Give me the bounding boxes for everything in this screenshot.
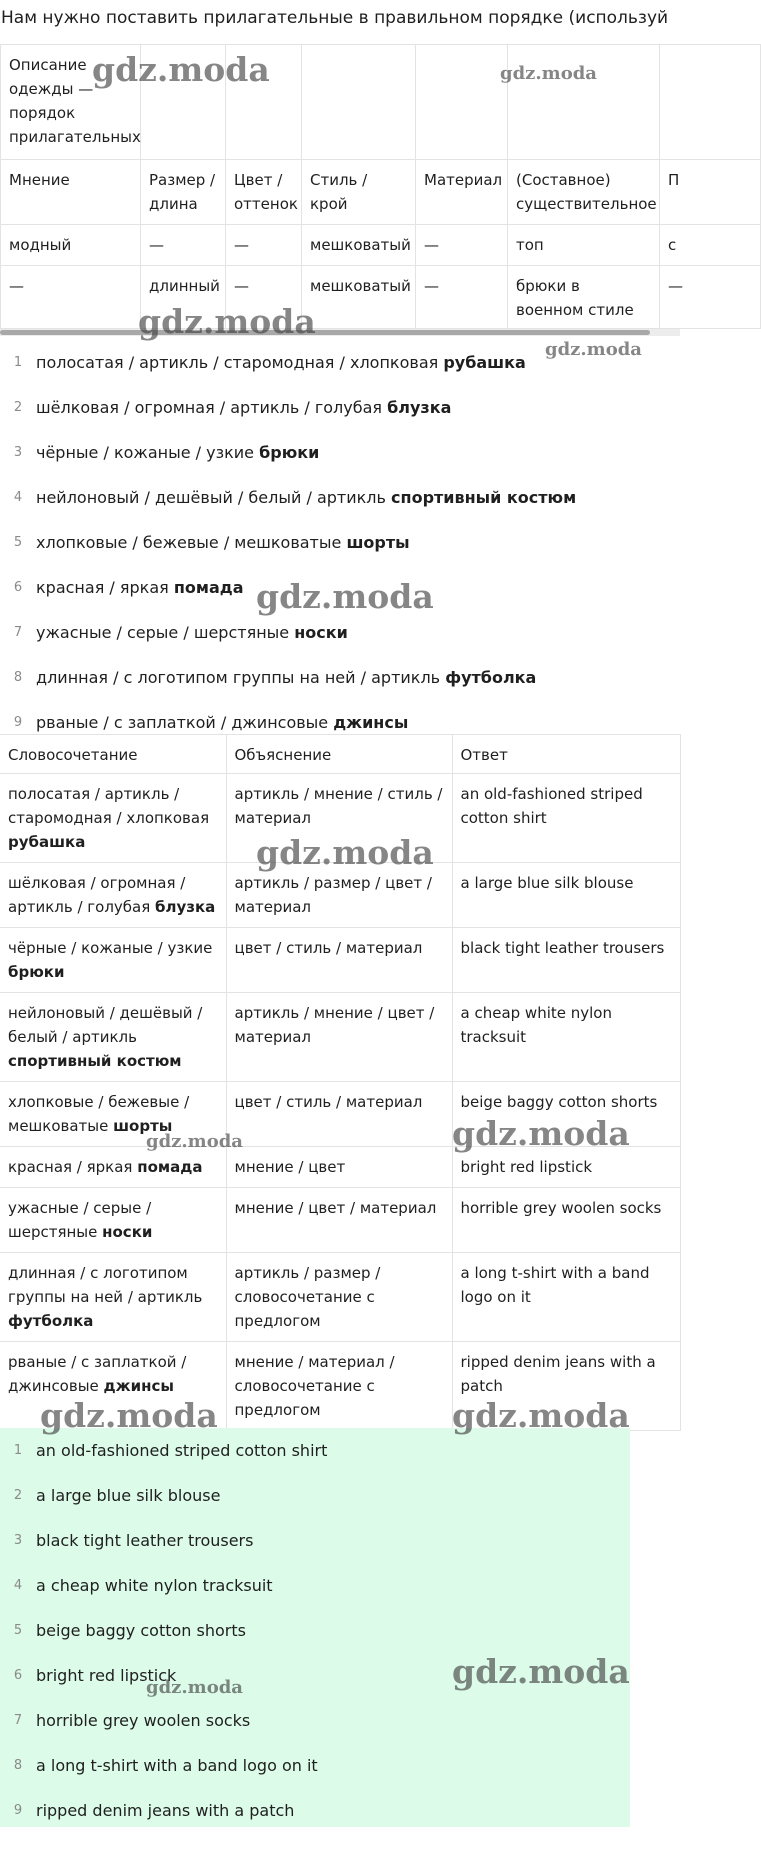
item-text: нейлоновый / дешёвый / белый / артикль [36, 487, 392, 507]
table-cell: длинный [141, 266, 226, 329]
intro-text: Нам нужно поставить прилагательные в правильном порядке (используй [1, 8, 669, 28]
answer-text: a long t-shirt with a band logo on it [36, 1755, 318, 1775]
phrase-noun: спортивный костюм [8, 1052, 182, 1070]
table-header-cell: Словосочетание [0, 735, 226, 774]
table-cell: — [226, 266, 302, 329]
table-cell: — [660, 266, 761, 329]
explanation-cell: артикль / мнение / цвет / материал [226, 993, 452, 1082]
item-text: длинная / с логотипом группы на ней / артикль [36, 667, 446, 687]
phrase-text: шёлковая / огромная / артикль / голубая [8, 874, 186, 916]
item-text: ужасные / серые / шерстяные [36, 622, 295, 642]
table-row [0, 993, 680, 1082]
phrase-noun: блузка [155, 898, 216, 916]
watermark: gdz.moda [146, 1677, 243, 1698]
list-item [0, 565, 680, 610]
table-column-label: Стиль / крой [302, 160, 416, 225]
item-text: полосатая / артикль / старомодная / хлопковая [36, 352, 444, 372]
solution-table-container [0, 734, 680, 1431]
table-row [1, 225, 761, 266]
phrase-text: нейлоновый / дешёвый / белый / артикль [8, 1004, 203, 1046]
table-cell: топ [508, 225, 660, 266]
answer-cell: an old-fashioned striped cotton shirt [452, 774, 680, 863]
watermark: gdz.moda [500, 63, 597, 84]
watermark: gdz.moda [146, 1131, 243, 1152]
table-header-cell [141, 45, 226, 160]
answers-list [0, 1428, 630, 1827]
item-noun: носки [294, 622, 348, 642]
answer-text: horrible grey woolen socks [36, 1710, 251, 1730]
answer-cell: horrible grey woolen socks [452, 1188, 680, 1253]
answer-text: an old-fashioned striped cotton shirt [36, 1440, 328, 1460]
item-text: чёрные / кожаные / узкие [36, 442, 260, 462]
item-text: шёлковая / огромная / артикль / голубая [36, 397, 388, 417]
list-item [0, 475, 680, 520]
explanation-cell: артикль / мнение / стиль / материал [226, 774, 452, 863]
answer-cell: beige baggy cotton shorts [452, 1082, 680, 1147]
item-noun: джинсы [333, 712, 409, 732]
list-item [0, 430, 680, 475]
answer-cell: black tight leather trousers [452, 928, 680, 993]
explanation-cell: артикль / размер / словосочетание с предлогом [226, 1253, 452, 1342]
answer-text: ripped denim jeans with a patch [36, 1800, 295, 1820]
table-cell: — [1, 266, 141, 329]
phrase-noun: носки [102, 1223, 153, 1241]
explanation-cell: артикль / размер / цвет / материал [226, 863, 452, 928]
answer-item [0, 1698, 630, 1743]
table-header-cell [226, 45, 302, 160]
item-noun: футболка [445, 667, 537, 687]
answer-item [0, 1608, 630, 1653]
table-row [0, 774, 680, 863]
answer-item [0, 1743, 630, 1788]
answer-item [0, 1788, 630, 1833]
item-number: 4 [13, 489, 23, 505]
watermark: gdz.moda [256, 833, 434, 872]
explanation-cell: цвет / стиль / материал [226, 928, 452, 993]
phrase-text: рваные / с заплаткой / джинсовые [8, 1353, 187, 1395]
table-cell: брюки в военном стиле [508, 266, 660, 329]
answer-item [0, 1653, 630, 1698]
answer-cell: a cheap white nylon tracksuit [452, 993, 680, 1082]
answer-item [0, 1518, 630, 1563]
solution-table [0, 734, 681, 1431]
table-cell: — [226, 225, 302, 266]
item-number: 7 [13, 1712, 23, 1728]
phrase-text: полосатая / артикль / старомодная / хлопковая [8, 785, 210, 827]
answer-cell: ripped denim jeans with a patch [452, 1342, 680, 1431]
answer-cell: a large blue silk blouse [452, 863, 680, 928]
explanation-cell: мнение / материал / словосочетание с предлогом [226, 1342, 452, 1431]
item-number: 9 [13, 1802, 23, 1818]
item-noun: спортивный костюм [391, 487, 577, 507]
table-header-cell [416, 45, 508, 160]
item-text: красная / яркая [36, 577, 174, 597]
adjective-order-table [0, 44, 761, 329]
table-row [0, 1188, 680, 1253]
item-number: 6 [13, 579, 23, 595]
table-cell: — [416, 225, 508, 266]
table-header-cell: Описание одежды — порядок прилагательных [1, 45, 141, 160]
explanation-cell: мнение / цвет / материал [226, 1188, 452, 1253]
answer-item [0, 1473, 630, 1518]
answer-cell: bright red lipstick [452, 1147, 680, 1188]
item-text: рваные / с заплаткой / джинсовые [36, 712, 334, 732]
answer-item [0, 1428, 630, 1473]
watermark: gdz.moda [40, 1396, 218, 1435]
answer-text: a cheap white nylon tracksuit [36, 1575, 273, 1595]
item-number: 6 [13, 1667, 23, 1683]
item-number: 3 [13, 1532, 23, 1548]
item-number: 7 [13, 624, 23, 640]
phrase-text: хлопковые / бежевые / мешковатые [8, 1093, 190, 1135]
table-row [0, 1082, 680, 1147]
table-cell: — [416, 266, 508, 329]
phrase-noun: рубашка [8, 833, 86, 851]
watermark: gdz.moda [452, 1396, 630, 1435]
item-noun: блузка [387, 397, 452, 417]
table-column-label: (Составное) существительное [508, 160, 660, 225]
item-number: 4 [13, 1577, 23, 1593]
item-number: 9 [13, 714, 23, 730]
table-column-label: Материал [416, 160, 508, 225]
explanation-cell: цвет / стиль / материал [226, 1082, 452, 1147]
table-header-cell [302, 45, 416, 160]
item-noun: помада [173, 577, 244, 597]
horizontal-scrollbar-thumb[interactable] [0, 330, 650, 335]
table-cell: — [141, 225, 226, 266]
watermark: gdz.moda [545, 339, 642, 360]
table-cell: мешковатый [302, 266, 416, 329]
table-column-label: Размер / длина [141, 160, 226, 225]
answer-text: beige baggy cotton shorts [36, 1620, 246, 1640]
answer-text: a large blue silk blouse [36, 1485, 221, 1505]
item-number: 8 [13, 1757, 23, 1773]
table-cell: мешковатый [302, 225, 416, 266]
list-item [0, 340, 680, 385]
table-header-cell: Объяснение [226, 735, 452, 774]
table-column-label: Цвет / оттенок [226, 160, 302, 225]
watermark: gdz.moda [92, 50, 270, 89]
item-number: 1 [13, 1442, 23, 1458]
exercise-list [0, 340, 680, 745]
list-item [0, 520, 680, 565]
item-noun: брюки [259, 442, 320, 462]
answer-item [0, 1563, 630, 1608]
watermark: gdz.moda [138, 302, 316, 341]
list-item [0, 610, 680, 655]
item-number: 2 [13, 399, 23, 415]
phrase-noun: помада [137, 1158, 203, 1176]
item-number: 2 [13, 1487, 23, 1503]
table-column-label: П [660, 160, 761, 225]
answer-text: bright red lipstick [36, 1665, 177, 1685]
item-noun: шорты [346, 532, 410, 552]
item-text: хлопковые / бежевые / мешковатые [36, 532, 347, 552]
item-number: 3 [13, 444, 23, 460]
phrase-text: чёрные / кожаные / узкие [8, 939, 213, 957]
phrase-noun: шорты [113, 1117, 173, 1135]
explanation-cell: мнение / цвет [226, 1147, 452, 1188]
item-number: 5 [13, 534, 23, 550]
item-number: 1 [13, 354, 23, 370]
table-row [0, 1253, 680, 1342]
item-noun: рубашка [443, 352, 526, 372]
table-row [0, 928, 680, 993]
table-row [1, 266, 761, 329]
phrase-noun: брюки [8, 963, 65, 981]
phrase-text: длинная / с логотипом группы на ней / артикль [8, 1264, 203, 1306]
phrase-noun: джинсы [103, 1377, 174, 1395]
table-cell: модный [1, 225, 141, 266]
table-column-label: Мнение [1, 160, 141, 225]
item-number: 8 [13, 669, 23, 685]
watermark: gdz.moda [452, 1652, 630, 1691]
table-header-cell [508, 45, 660, 160]
list-item [0, 385, 680, 430]
list-item [0, 655, 680, 700]
table-header-cell: Ответ [452, 735, 680, 774]
table-header-cell [660, 45, 761, 160]
answer-cell: a long t-shirt with a band logo on it [452, 1253, 680, 1342]
table-row [0, 863, 680, 928]
table-cell: с [660, 225, 761, 266]
phrase-text: красная / яркая [8, 1158, 138, 1176]
table-row [0, 1342, 680, 1431]
answer-text: black tight leather trousers [36, 1530, 254, 1550]
table-row [0, 1147, 680, 1188]
phrase-noun: футболка [8, 1312, 94, 1330]
watermark: gdz.moda [256, 577, 434, 616]
adjective-order-table-container[interactable] [0, 44, 683, 331]
phrase-text: ужасные / серые / шерстяные [8, 1199, 152, 1241]
item-number: 5 [13, 1622, 23, 1638]
watermark: gdz.moda [452, 1114, 630, 1153]
